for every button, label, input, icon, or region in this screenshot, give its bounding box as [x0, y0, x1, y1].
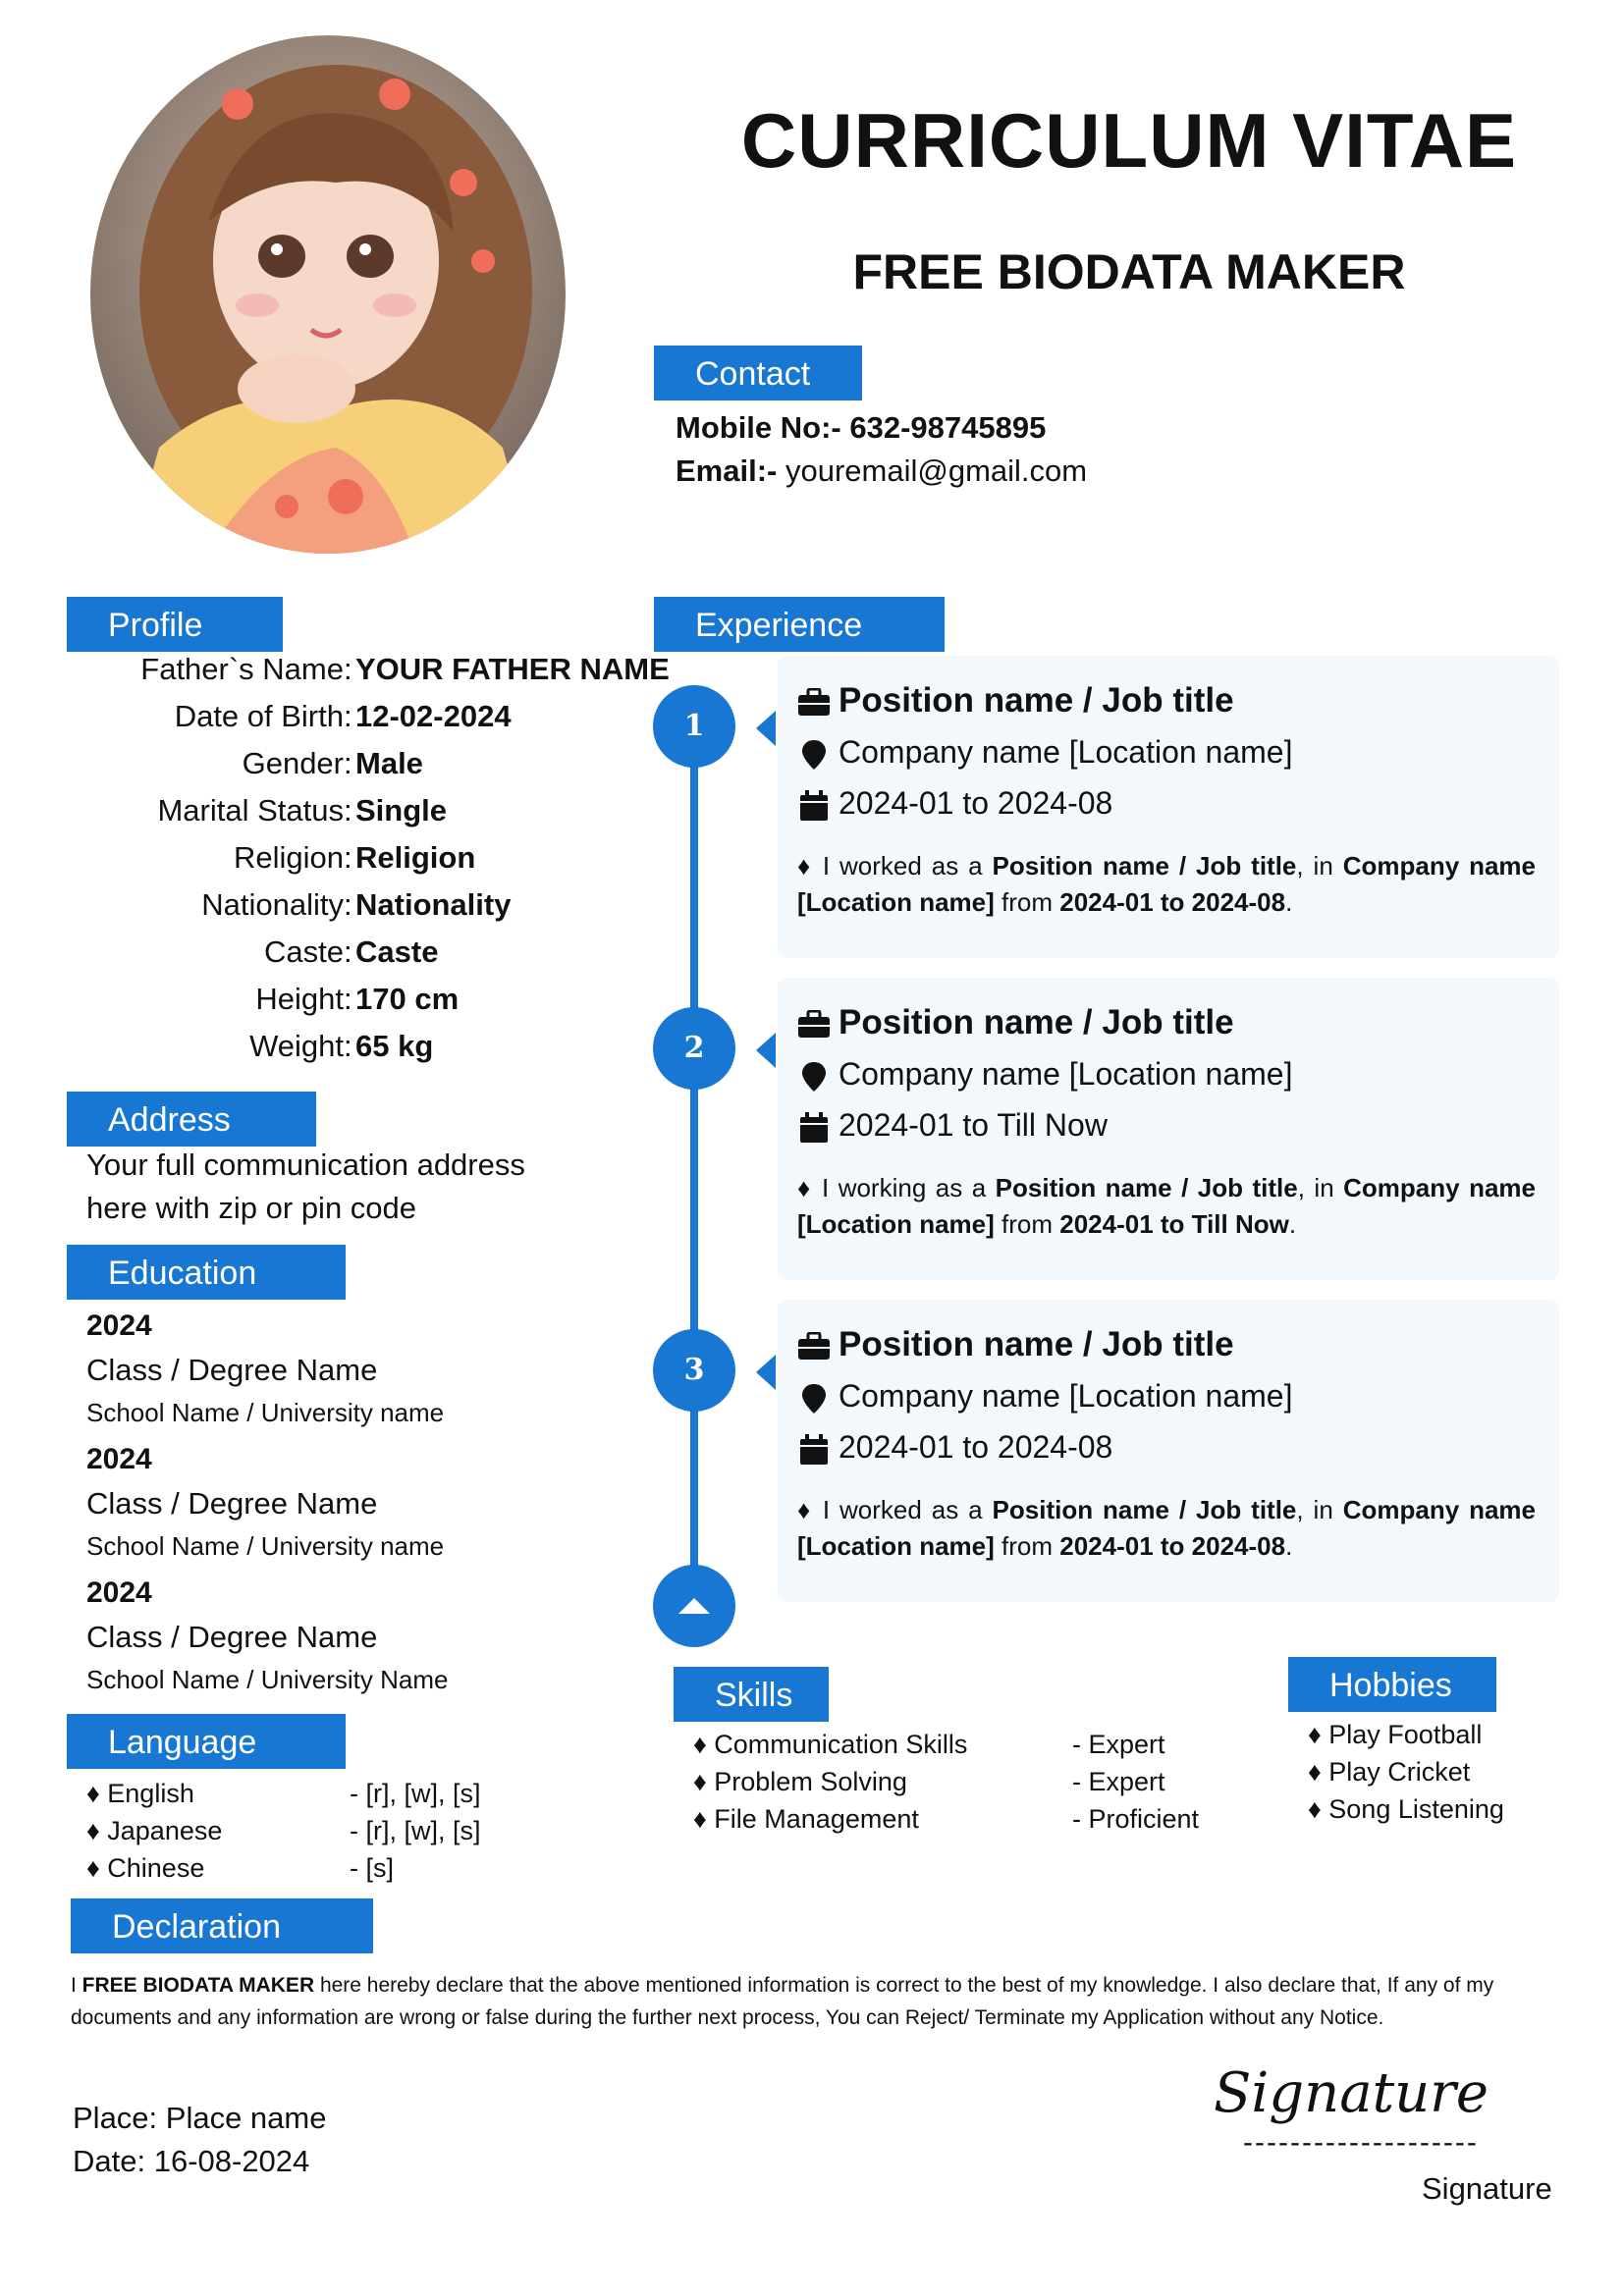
- signature-label: Signature: [1422, 2171, 1552, 2206]
- timeline-pointer: [756, 711, 776, 746]
- language-row: [86, 1816, 558, 1846]
- timeline-marker-2: 2: [653, 1007, 735, 1090]
- skill-row: [693, 1730, 1223, 1760]
- mobile-line: [676, 410, 1046, 446]
- skill-name: ♦ Communication Skills: [693, 1730, 968, 1759]
- profile-label: Religion: [233, 840, 344, 875]
- section-tab-experience: [654, 597, 945, 652]
- job-company-text: Company name [Location name]: [839, 1056, 1293, 1092]
- profile-label: Gender: [242, 746, 344, 780]
- job-dates: [797, 1107, 1108, 1145]
- profile-label: Marital Status: [157, 793, 344, 828]
- signature-image: Signature: [1214, 2061, 1489, 2125]
- skill-row: [693, 1804, 1223, 1835]
- address-line-2: here with zip or pin code: [86, 1191, 417, 1225]
- job-dates: [797, 785, 1112, 823]
- education-school: School Name / University name: [86, 1531, 445, 1561]
- section-tab-label: Language: [108, 1724, 257, 1761]
- profile-row: Religion : Religion: [233, 840, 476, 875]
- email-value: youremail@gmail.com: [785, 454, 1088, 488]
- email-line: [676, 454, 1087, 489]
- skill-row: [693, 1767, 1223, 1797]
- profile-row: Gender : Male: [242, 746, 423, 780]
- education-year: 2024: [86, 1443, 152, 1475]
- profile-label: Father`s Name: [140, 652, 344, 686]
- profile-photo: [90, 35, 566, 554]
- section-tab-skills: [674, 1667, 829, 1722]
- education-degree: Class / Degree Name: [86, 1486, 378, 1521]
- hobby-item: ♦ Play Football: [1308, 1720, 1483, 1749]
- profile-row: Marital Status : Single: [157, 793, 448, 828]
- job-position: [797, 1325, 1234, 1364]
- language-name: ♦ Japanese: [86, 1816, 223, 1845]
- job-description: ♦ I worked as a Position name / Job title, in Company name [Location name] from 2024-01 to 2024-08.: [797, 1495, 1537, 1561]
- section-tab-label: Declaration: [112, 1908, 281, 1946]
- timeline-end-marker: [653, 1565, 735, 1647]
- section-tab-label: Hobbies: [1329, 1667, 1452, 1704]
- section-tab-hobbies: [1288, 1657, 1496, 1712]
- profile-value: Religion: [355, 840, 476, 875]
- email-label: Email:-: [676, 454, 778, 488]
- language-name: ♦ English: [86, 1779, 194, 1808]
- profile-value: Caste: [355, 934, 439, 969]
- briefcase-icon: [797, 1010, 831, 1040]
- section-tab-language: [67, 1714, 346, 1769]
- skill-name: ♦ File Management: [693, 1804, 919, 1834]
- section-tab-address: [67, 1092, 316, 1147]
- job-dates: [797, 1429, 1112, 1467]
- profile-label: Nationality: [201, 887, 344, 922]
- location-pin-icon: [797, 1060, 831, 1094]
- section-tab-profile: [67, 597, 283, 652]
- job-position: [797, 681, 1234, 721]
- profile-label: Height: [255, 982, 344, 1016]
- mobile-label: Mobile No:-: [676, 410, 841, 445]
- timeline-marker-3: 3: [653, 1329, 735, 1412]
- briefcase-icon: [797, 1332, 831, 1362]
- hobby-item: ♦ Play Cricket: [1308, 1757, 1471, 1787]
- language-row: [86, 1853, 558, 1884]
- job-company-text: Company name [Location name]: [839, 1378, 1293, 1414]
- language-level: - [s]: [350, 1853, 394, 1883]
- experience-card: [778, 978, 1559, 1280]
- section-tab-label: Experience: [695, 607, 863, 644]
- job-position-text: Position name / Job title: [839, 681, 1234, 720]
- date-line: Date: 16-08-2024: [73, 2144, 310, 2178]
- language-name: ♦ Chinese: [86, 1853, 205, 1883]
- education-school: School Name / University Name: [86, 1665, 449, 1694]
- job-dates-text: 2024-01 to 2024-08: [839, 1429, 1113, 1465]
- section-tab-label: Skills: [715, 1677, 793, 1714]
- timeline-marker-1: 1: [653, 685, 735, 768]
- timeline-pointer: [756, 1033, 776, 1068]
- hobby-item: ♦ Song Listening: [1308, 1794, 1504, 1824]
- job-dates-text: 2024-01 to Till Now: [839, 1107, 1108, 1143]
- caret-up-icon: [653, 1565, 735, 1647]
- document-title: CURRICULUM VITAE: [740, 97, 1518, 184]
- skill-name: ♦ Problem Solving: [693, 1767, 907, 1796]
- document-subtitle: FREE BIODATA MAKER: [852, 244, 1406, 299]
- experience-card: [778, 656, 1559, 958]
- profile-value: Nationality: [355, 887, 512, 922]
- calendar-icon: [797, 1111, 831, 1145]
- job-company: [797, 734, 1292, 772]
- briefcase-icon: [797, 688, 831, 718]
- job-company: [797, 1056, 1292, 1094]
- signature-line: --------------------: [1243, 2126, 1479, 2159]
- section-tab-label: Education: [108, 1255, 257, 1292]
- section-tab-label: Profile: [108, 607, 203, 644]
- profile-value: YOUR FATHER NAME: [355, 652, 670, 686]
- address-line-1: Your full communication address: [86, 1148, 525, 1182]
- calendar-icon: [797, 789, 831, 823]
- profile-row: Height : 170 cm: [255, 982, 460, 1016]
- section-tab-contact: [654, 346, 862, 400]
- profile-value: 170 cm: [355, 982, 460, 1016]
- job-position: [797, 1003, 1234, 1042]
- calendar-icon: [797, 1433, 831, 1467]
- profile-value: Single: [355, 793, 448, 828]
- job-dates-text: 2024-01 to 2024-08: [839, 785, 1113, 821]
- job-company: [797, 1378, 1292, 1415]
- job-description: ♦ I worked as a Position name / Job title, in Company name [Location name] from 2024-01 to 2024-08.: [797, 851, 1537, 917]
- place-line: Place: Place name: [73, 2101, 327, 2135]
- timeline-line: [690, 726, 698, 1610]
- job-company-text: Company name [Location name]: [839, 734, 1293, 770]
- timeline-pointer: [756, 1355, 776, 1390]
- skill-level: - Expert: [1072, 1730, 1165, 1759]
- profile-label: Caste: [264, 934, 344, 969]
- job-position-text: Position name / Job title: [839, 1325, 1234, 1363]
- education-degree: Class / Degree Name: [86, 1353, 378, 1387]
- profile-row: Father`s Name : YOUR FATHER NAME: [140, 652, 670, 686]
- job-position-text: Position name / Job title: [839, 1003, 1234, 1041]
- skill-level: - Proficient: [1072, 1804, 1200, 1834]
- profile-row: Date of Birth : 12-02-2024: [174, 699, 512, 733]
- location-pin-icon: [797, 1382, 831, 1415]
- language-level: - [r], [w], [s]: [350, 1816, 481, 1845]
- language-level: - [r], [w], [s]: [350, 1779, 481, 1808]
- profile-label: Date of Birth: [174, 699, 344, 733]
- language-row: [86, 1779, 558, 1809]
- section-tab-declaration: [71, 1898, 373, 1953]
- section-tab-label: Contact: [695, 355, 811, 393]
- profile-value: 12-02-2024: [355, 699, 512, 733]
- profile-row: Nationality : Nationality: [201, 887, 512, 922]
- profile-row: Weight : 65 kg: [249, 1029, 434, 1063]
- profile-row: Caste : Caste: [264, 934, 439, 969]
- section-tab-education: [67, 1245, 346, 1300]
- declaration-text: I FREE BIODATA MAKER here hereby declare that the above mentioned information is correct to the best of my knowledge. I also declare that, If any of my documents and any information are wrong or false during the further next process, You can Reject/ Terminate my Application without any Notice.: [71, 1974, 1494, 2029]
- job-description: ♦ I working as a Position name / Job title, in Company name [Location name] from 2024-01 to Till Now.: [797, 1173, 1536, 1239]
- profile-label: Weight: [249, 1029, 344, 1063]
- education-school: School Name / University name: [86, 1398, 445, 1427]
- experience-card: [778, 1300, 1559, 1602]
- profile-value: Male: [355, 746, 423, 780]
- profile-value: 65 kg: [355, 1029, 434, 1063]
- education-year: 2024: [86, 1576, 152, 1609]
- location-pin-icon: [797, 738, 831, 772]
- mobile-value: 632-98745895: [849, 410, 1047, 445]
- section-tab-label: Address: [108, 1101, 231, 1139]
- skill-level: - Expert: [1072, 1767, 1165, 1796]
- education-degree: Class / Degree Name: [86, 1620, 378, 1654]
- education-year: 2024: [86, 1309, 152, 1342]
